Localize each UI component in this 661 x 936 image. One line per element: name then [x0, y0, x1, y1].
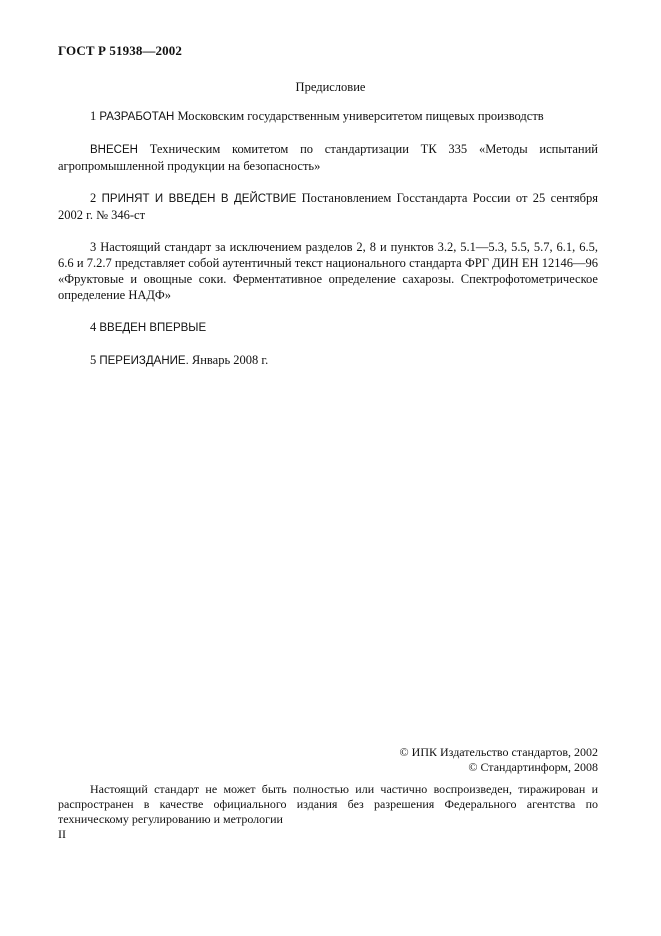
copyright-line-1: © ИПК Издательство стандартов, 2002: [399, 745, 598, 759]
foreword-item-4: [58, 319, 598, 336]
item-number: 1: [90, 109, 97, 123]
foreword-item-1b: [58, 141, 598, 174]
copyright-block: [300, 745, 598, 775]
page-number: II: [58, 827, 66, 841]
item-text: Постановлением Госстандарта России от 25 сентября 2002 г. № 346-ст: [58, 191, 599, 222]
item-caps: ВВЕДЕН ВПЕРВЫЕ: [99, 322, 207, 334]
item-caps: ПЕРЕИЗДАНИЕ.: [99, 355, 189, 367]
item-caps: ПРИНЯТ И ВВЕДЕН В ДЕЙСТВИЕ: [101, 193, 297, 205]
item-text: Техническим комитетом по стандартизации ТК 335 «Методы испытаний агропромышленной продукции на безопасность»: [58, 142, 598, 173]
page-title: Предисловие: [295, 80, 366, 94]
item-text: Настоящий стандарт за исключением разделов 2, 8 и пунктов 3.2, 5.1—5.3, 5.5, 5.7, 6.1, 6.5, 6.6 и 7.2.7 представляет собой аутентичный текст национального стандарта ФРГ ДИН ЕН 12146—96 «Фруктовые и овощные соки. Ферментативное определение сахарозы. Спектрофотометрическое определение НАДФ»: [58, 240, 598, 302]
item-text: Январь 2008 г.: [188, 353, 269, 367]
foreword-item-1: [58, 108, 598, 125]
foreword-item-3: [58, 239, 598, 303]
foreword-item-2: [58, 190, 598, 223]
foreword-item-5: [58, 352, 598, 369]
item-number: 3: [90, 240, 97, 254]
reproduction-notice: Настоящий стандарт не может быть полностью или частично воспроизведен, тиражирован и распространен в качестве официального издания без разрешения Федерального агентства по техническому регулированию и метрологии: [58, 782, 598, 826]
item-number: 4: [90, 320, 97, 334]
standard-id: ГОСТ Р 51938—2002: [58, 43, 182, 58]
item-text: Московским государственным университетом пищевых производств: [174, 109, 544, 123]
item-number: 5: [90, 353, 97, 367]
item-caps: ВНЕСЕН: [90, 144, 138, 156]
copyright-line-2: © Стандартинформ, 2008: [468, 760, 598, 774]
item-caps: РАЗРАБОТАН: [99, 111, 175, 123]
item-number: 2: [90, 191, 97, 205]
foreword-body: [58, 108, 598, 369]
